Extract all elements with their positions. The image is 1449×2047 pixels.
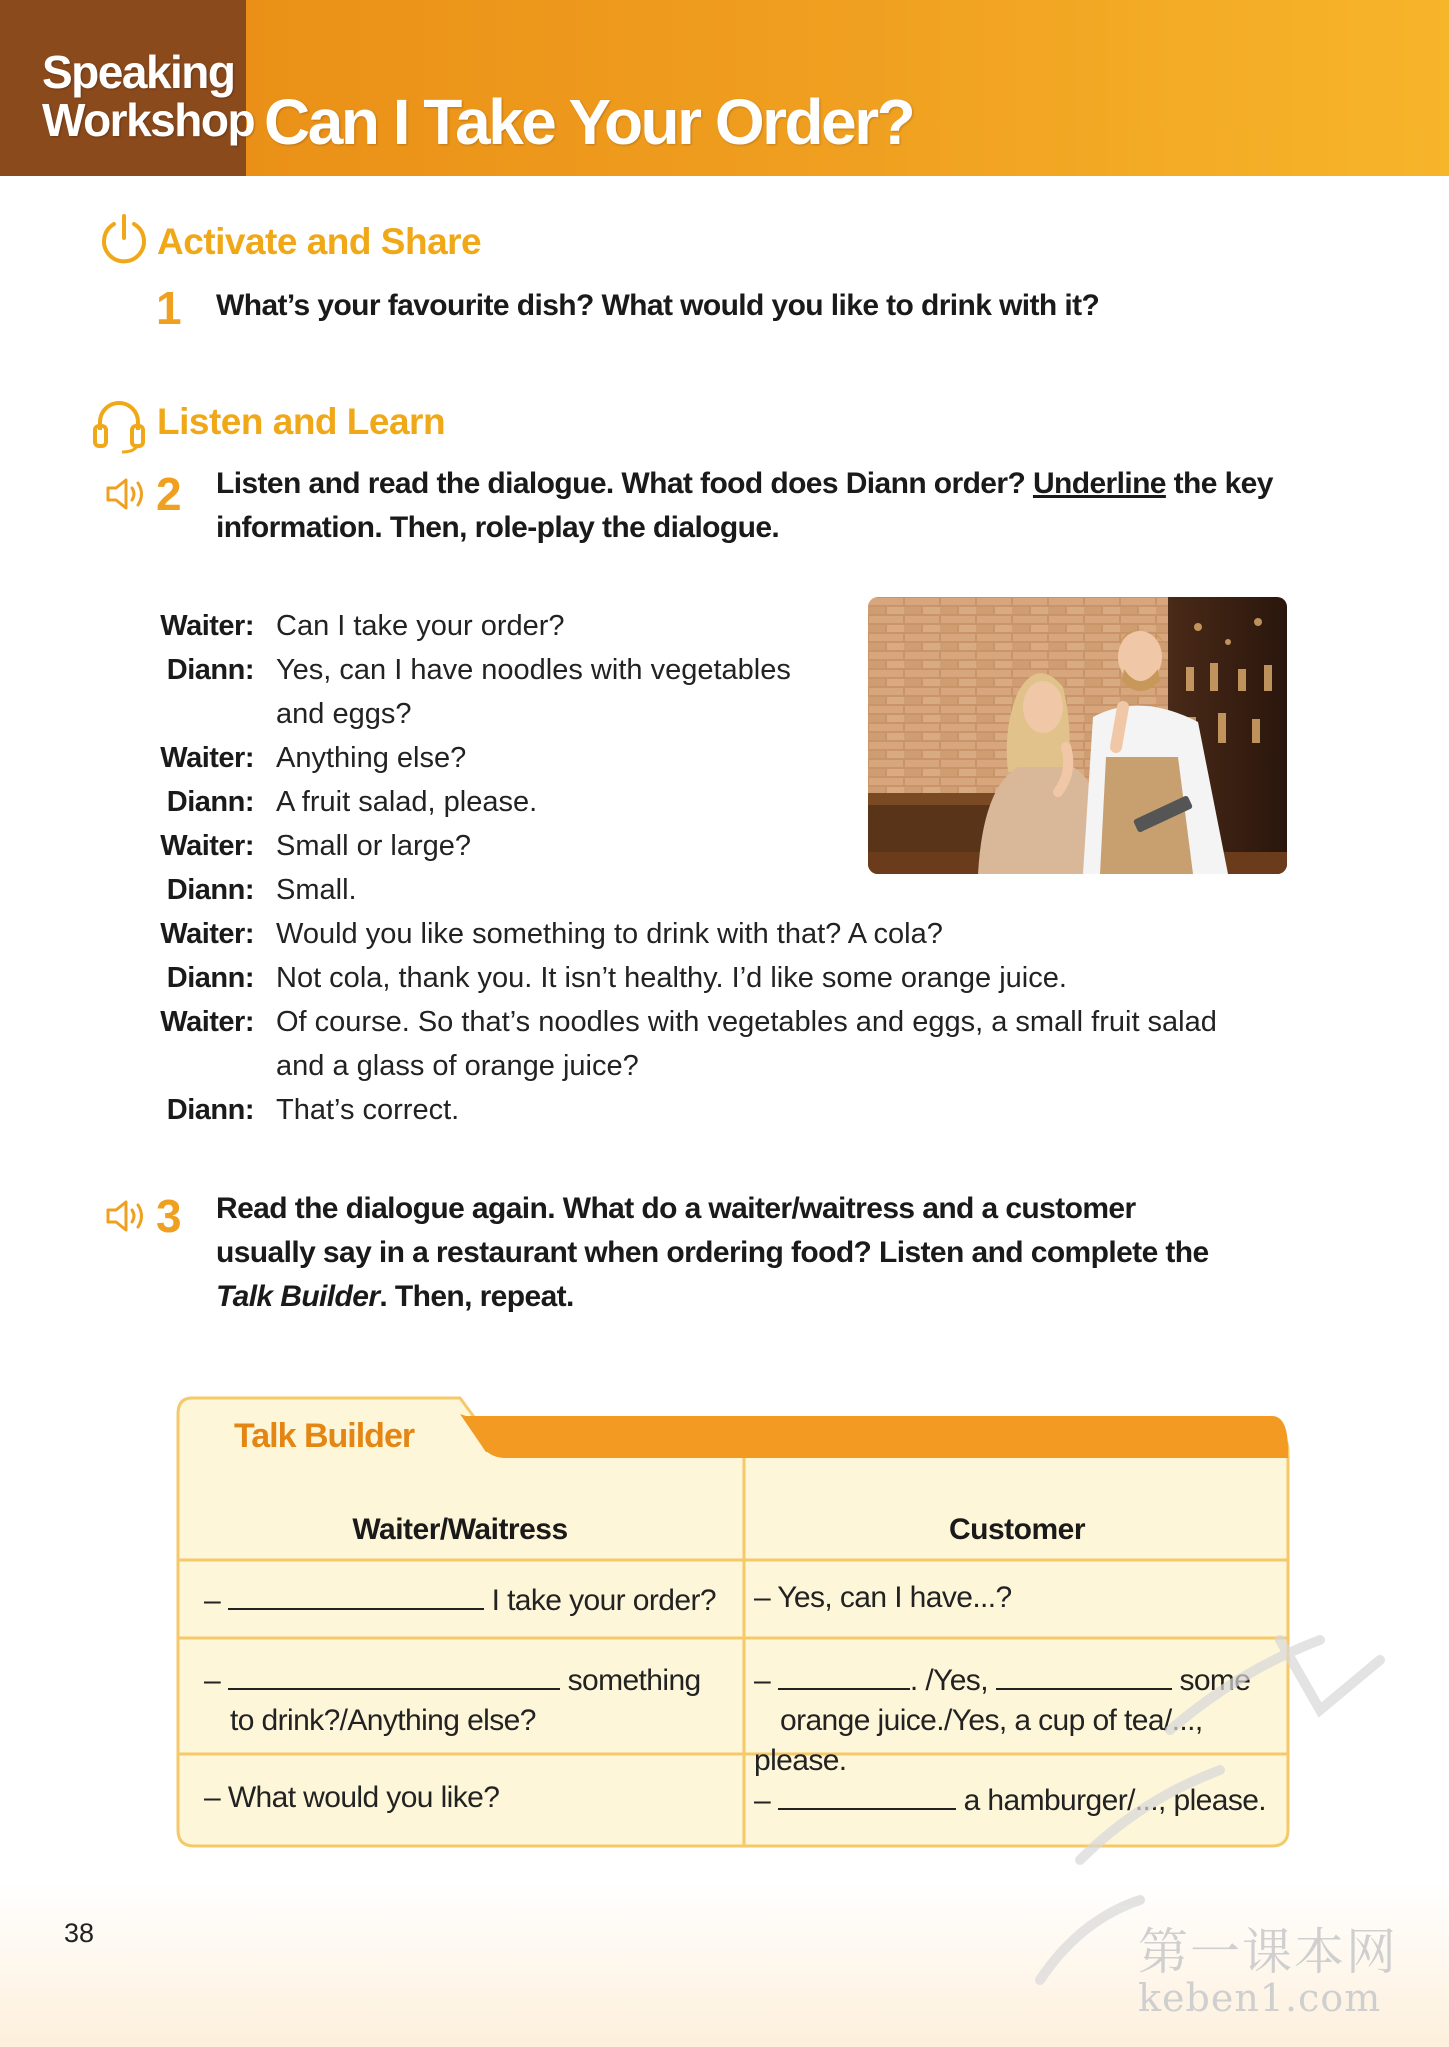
dash: – xyxy=(204,1584,221,1617)
dialogue-text: Would you like something to drink with that? A cola? xyxy=(276,918,943,950)
row2-customer-line2: orange juice./Yes, a cup of tea/..., please. xyxy=(754,1704,1203,1777)
speaker-name: Waiter: xyxy=(160,742,254,774)
dialogue-text: Of course. So that’s noodles with vegetables and eggs, a small fruit salad xyxy=(276,1006,1217,1038)
fill-blank[interactable] xyxy=(778,1778,956,1810)
speaker-name: Waiter: xyxy=(160,1006,254,1038)
speaker-icon-2[interactable] xyxy=(104,1196,152,1236)
page-title: Can I Take Your Order? xyxy=(264,86,914,158)
row2-customer-end: some xyxy=(1179,1664,1251,1697)
page-number: 38 xyxy=(64,1918,95,1948)
dialogue-text: Yes, can I have noodles with vegetables xyxy=(276,654,791,686)
section-title-listen: Listen and Learn xyxy=(157,401,446,442)
dialogue-text: That’s correct. xyxy=(276,1094,460,1126)
col-header-waiter: Waiter/Waitress xyxy=(352,1513,568,1546)
speaking-workshop-tab xyxy=(0,0,255,176)
dialogue-text: Not cola, thank you. It isn’t healthy. I’d like some orange juice. xyxy=(276,962,1067,994)
dialogue-text: Small or large? xyxy=(276,830,472,862)
speaker-name: Waiter: xyxy=(160,610,254,642)
dialogue-line xyxy=(140,956,1270,1000)
row2-customer-mid: . /Yes, xyxy=(909,1664,988,1697)
dialogue-text: and a glass of orange juice? xyxy=(276,1050,639,1082)
speaker-name: Diann: xyxy=(166,654,254,686)
speaker-name: Waiter: xyxy=(160,830,254,862)
fill-blank[interactable] xyxy=(228,1578,484,1610)
tab-line1: Speaking xyxy=(42,46,235,98)
talk-builder-title: Talk Builder xyxy=(234,1417,415,1455)
dialogue-text: Anything else? xyxy=(276,742,467,774)
watermark-url: keben1.com xyxy=(1138,1976,1382,2020)
header-banner xyxy=(0,0,1449,176)
fill-blank[interactable] xyxy=(778,1658,910,1690)
dialogue-text: Can I take your order? xyxy=(276,610,565,642)
task-2-post: the key xyxy=(1173,467,1273,500)
speaker-name: Diann: xyxy=(166,874,254,906)
row1-waiter xyxy=(204,1578,716,1621)
speaker-icon[interactable] xyxy=(104,474,152,514)
question-1: What’s your favourite dish? What would you like to drink with it? xyxy=(216,289,1100,322)
power-icon xyxy=(98,212,150,268)
row1-waiter-text: I take your order? xyxy=(491,1584,716,1617)
section-title-activate: Activate and Share xyxy=(157,221,482,262)
watermark-cn: 第一课本网 xyxy=(1138,1923,1398,1981)
dialogue-text: Small. xyxy=(276,874,357,906)
row2-waiter-text: something xyxy=(567,1664,701,1697)
row2-waiter xyxy=(204,1658,701,1741)
speaker-name: Diann: xyxy=(166,786,254,818)
dialogue-line xyxy=(140,1088,1270,1132)
fill-blank[interactable] xyxy=(228,1658,560,1690)
task-3-line3: . Then, repeat. xyxy=(379,1280,574,1313)
dialogue-text: A fruit salad, please. xyxy=(276,786,538,818)
dash: – xyxy=(204,1664,221,1697)
speaker-name: Diann: xyxy=(166,1094,254,1126)
row2-waiter-line2: to drink?/Anything else? xyxy=(230,1704,536,1737)
headphones-icon xyxy=(90,392,148,454)
tab-line2: Workshop xyxy=(42,94,255,146)
task-3-line2: usually say in a restaurant when ordering food? Listen and complete the xyxy=(216,1236,1209,1269)
dialogue-line xyxy=(140,1044,1270,1088)
task-3-line1: Read the dialogue again. What do a waiter/waitress and a customer xyxy=(216,1192,1136,1225)
row3-customer-text: a hamburger/..., please. xyxy=(963,1784,1267,1817)
question-number-3: 3 xyxy=(156,1190,182,1242)
speaker-name: Diann: xyxy=(166,962,254,994)
dash: – xyxy=(754,1664,771,1697)
row1-customer: – Yes, can I have...? xyxy=(754,1581,1012,1614)
underline-keyword: Underline xyxy=(1032,467,1166,500)
restaurant-photo xyxy=(868,597,1287,874)
dialogue-line xyxy=(140,912,1270,956)
question-number-1: 1 xyxy=(156,282,182,334)
dialogue-line xyxy=(140,868,1270,912)
dash: – xyxy=(754,1784,771,1817)
task-2-line2: information. Then, role-play the dialogue. xyxy=(216,511,780,544)
task-2-pre: Listen and read the dialogue. What food does Diann order? xyxy=(216,467,1026,500)
talk-builder-ref: Talk Builder xyxy=(216,1280,380,1313)
dialogue-text: and eggs? xyxy=(276,698,412,730)
watermark xyxy=(1020,1600,1440,2040)
row3-waiter: – What would you like? xyxy=(204,1781,500,1814)
col-header-customer: Customer xyxy=(948,1513,1086,1546)
question-number-2: 2 xyxy=(156,468,182,520)
dialogue-line xyxy=(140,1000,1270,1044)
task-2-instruction xyxy=(216,462,1273,550)
task-3-instruction xyxy=(216,1187,1209,1319)
speaker-name: Waiter: xyxy=(160,918,254,950)
